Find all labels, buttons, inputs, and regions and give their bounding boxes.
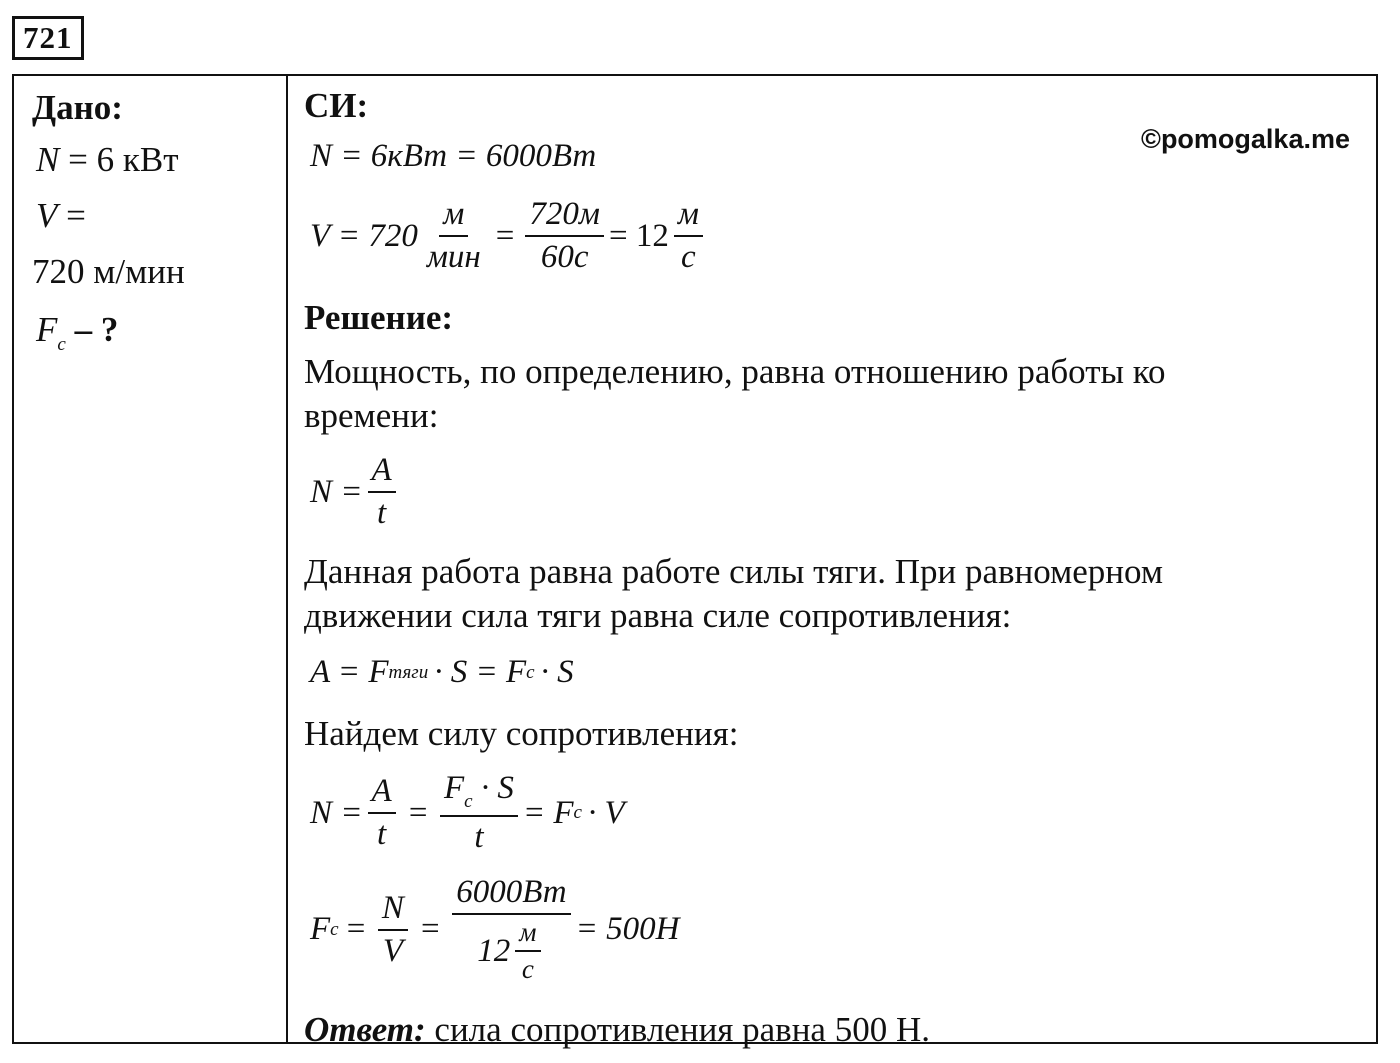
column-divider — [286, 76, 288, 1042]
given-unknown-symbol: F — [36, 310, 58, 349]
f3-rhs-b: · V — [587, 794, 625, 831]
si-velocity-lead: V = 720 — [310, 217, 418, 254]
f3-lhs: N = — [310, 794, 363, 831]
f1-num: A — [368, 454, 396, 493]
formula-power-force: N = $\frac{A}{t}$ = $\frac{F_c \cdot S}{t}$ = F c · V — [310, 770, 625, 855]
f4-den2-num: м — [515, 919, 540, 952]
given-power — [36, 142, 179, 177]
given-power-symbol: N — [36, 140, 60, 179]
f3-num2-a: F — [443, 770, 465, 806]
solution-heading: Решение: — [304, 298, 454, 337]
f4-den1: V — [382, 932, 403, 969]
solution-table — [12, 74, 1378, 1049]
given-unknown — [36, 312, 118, 354]
f3-num2-sub: c — [464, 791, 473, 812]
watermark: ©pomogalka.me — [1141, 124, 1350, 154]
f3-num1: A — [368, 775, 396, 814]
f1-den: t — [377, 495, 387, 531]
f4-lhs-sub: c — [330, 918, 339, 940]
f3-rhs-sub: c — [573, 802, 582, 823]
f2-end: · S — [540, 654, 574, 690]
f4-num2: 6000Вт — [452, 876, 570, 915]
si-frac1-den: мин — [426, 239, 481, 275]
given-velocity-symbol: V — [36, 196, 58, 235]
f3-rhs-a: = F — [522, 794, 574, 831]
f3-num2-b: · S — [480, 770, 514, 806]
solution-para2-line2: движении сила тяги равна силе сопротивления: — [304, 596, 1012, 635]
f1-lhs: N = — [310, 473, 363, 510]
si-velocity-mid: = 12 — [608, 217, 669, 254]
solution-para1-line1: Мощность, по определению, равна отношению работы ко — [304, 352, 1166, 391]
f2-sub2: c — [526, 661, 535, 683]
si-heading: СИ: — [304, 86, 369, 125]
f4-rhs: = 500Н — [575, 911, 680, 947]
given-velocity — [36, 198, 86, 233]
answer-label: Ответ: — [304, 1010, 426, 1049]
formula-work — [310, 654, 574, 691]
given-velocity-value: 720 м/мин — [32, 252, 185, 291]
solution-para3: Найдем силу сопротивления: — [304, 714, 739, 753]
si-frac3-num: м — [674, 198, 703, 237]
f4-den2-den: с — [521, 954, 534, 984]
given-unknown-question: – ? — [74, 310, 119, 349]
f4-lhs: F — [310, 911, 331, 947]
f4-den2-a: 12 — [477, 932, 511, 969]
solution-para1-line2: времени: — [304, 396, 439, 435]
f3-den1: t — [377, 816, 387, 852]
answer-line — [304, 1012, 930, 1047]
f3-den2: t — [474, 819, 484, 855]
given-heading: Дано: — [32, 88, 123, 127]
si-frac2-num: 720м — [525, 198, 604, 237]
problem-number: 721 — [12, 16, 84, 60]
given-unknown-sub: c — [57, 334, 66, 355]
f2-a: A = F — [310, 654, 389, 690]
given-velocity-eq: = — [66, 196, 86, 235]
answer-text: сила сопротивления равна 500 Н. — [425, 1010, 930, 1049]
f2-sub1: тяги — [388, 661, 429, 683]
si-frac3-den: с — [681, 239, 696, 275]
formula-force-result: F c = $\frac{N}{V}$ = 6000Вт 12 $\frac{м}{с}$ = 500Н — [310, 874, 680, 984]
si-velocity-formula: V = 720 $\frac{м}{\text{мин}}$ = $\frac{720м}{60с}$ = 12 $\frac{м}{с}$ — [310, 198, 708, 274]
given-power-value: = 6 кВт — [68, 140, 179, 179]
formula-power-definition — [310, 454, 401, 530]
solution-para2-line1: Данная работа равна работе силы тяги. При равномерном — [304, 552, 1163, 591]
f2-mid: · S = F — [434, 654, 527, 690]
f4-num1: N — [378, 892, 408, 931]
si-frac2-den: 60с — [540, 239, 589, 275]
si-frac1-num: м — [439, 198, 468, 237]
si-power-formula: N = 6кВт = 6000Вт — [310, 138, 597, 174]
